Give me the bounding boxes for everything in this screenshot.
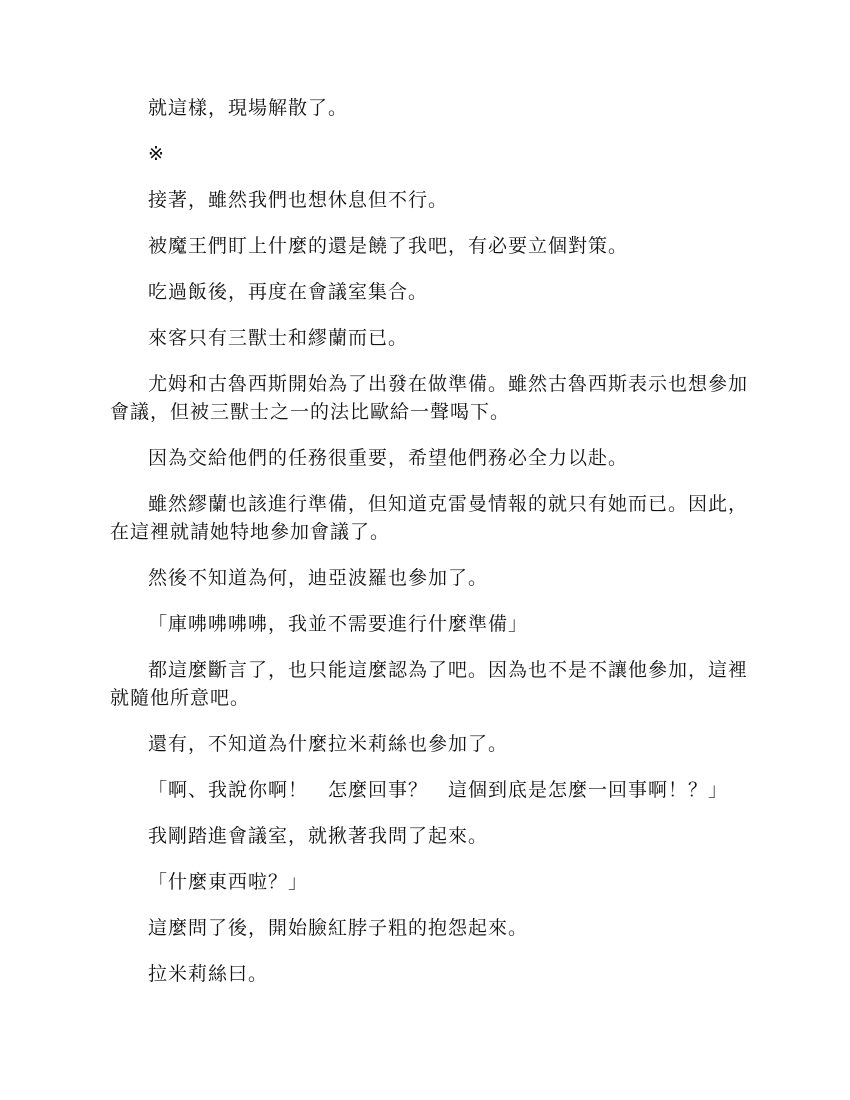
- paragraph: 被魔王們盯上什麼的還是饒了我吧，有必要立個對策。: [148, 235, 629, 257]
- paragraph: 尤姆和古魯西斯開始為了出發在做準備。雖然古魯西斯表示也想參加會議，但被三獸士之一的法比歐給一聲喝下。: [110, 373, 749, 423]
- paragraph: 還有，不知道為什麼拉米莉絲也參加了。: [148, 733, 509, 755]
- paragraph: 然後不知道為何，迪亞波羅也參加了。: [148, 567, 489, 589]
- dialogue-line: 「什麼東西啦？」: [148, 871, 309, 893]
- paragraph: 吃過飯後，再度在會議室集合。: [148, 281, 429, 303]
- paragraph: 雖然繆蘭也該進行準備，但知道克雷曼情報的就只有她而已。因此，在這裡就請她特地參加會議了。: [110, 493, 749, 543]
- paragraph: 我剛踏進會議室，就揪著我問了起來。: [148, 825, 489, 847]
- paragraph: 因為交給他們的任務很重要，希望他們務必全力以赴。: [148, 447, 629, 469]
- document-body: [110, 94, 750, 1006]
- paragraph: 都這麼斷言了，也只能這麼認為了吧。因為也不是不讓他參加，這裡就隨他所意吧。: [110, 659, 749, 709]
- paragraph: 拉米莉絲曰。: [148, 963, 269, 985]
- paragraph: 來客只有三獸士和繆蘭而已。: [148, 327, 409, 349]
- paragraph: 接著，雖然我們也想休息但不行。: [148, 189, 449, 211]
- paragraph: 就這樣，現場解散了。: [148, 97, 349, 119]
- dialogue-line: 「庫咈咈咈咈，我並不需要進行什麼準備」: [148, 613, 529, 635]
- dialogue-line: 「啊、我說你啊！ 怎麼回事？ 這個到底是怎麼一回事啊！？」: [148, 779, 729, 801]
- paragraph: 這麼問了後，開始臉紅脖子粗的抱怨起來。: [148, 917, 529, 939]
- section-break: ※: [148, 143, 165, 165]
